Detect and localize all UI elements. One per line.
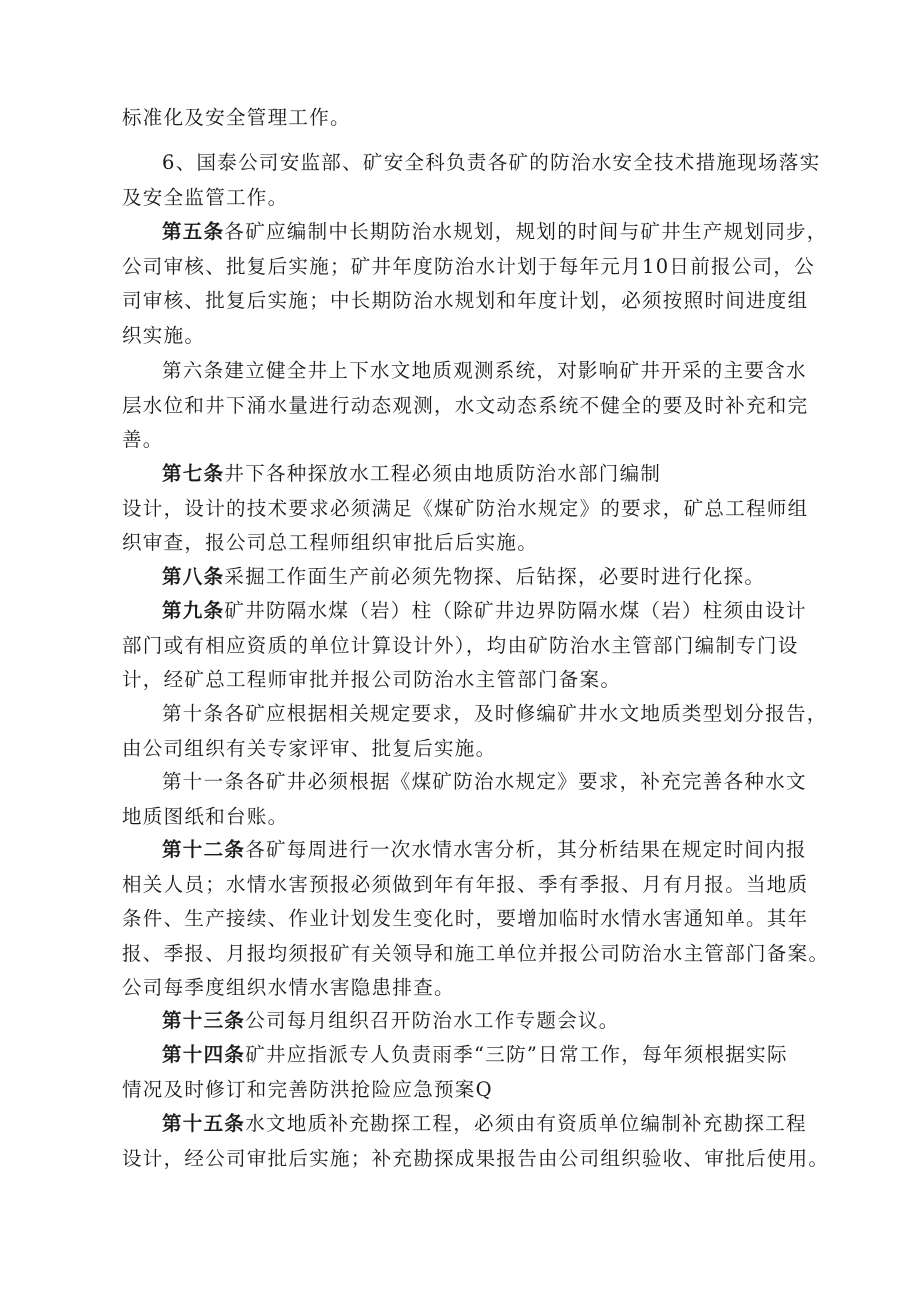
paragraph-item-6	[122, 146, 821, 215]
paragraph-article-14	[122, 1038, 802, 1107]
text-line: 公司审核、批复后实施；矿井年度防治水计划于每年元月10日前报公司，公	[122, 254, 816, 278]
text-line: 采掘工作面生产前必须先物探、后钻探，必要时进行化探。	[224, 565, 766, 588]
article-heading: 第九条	[162, 599, 225, 622]
text-line: 报、季报、月报均须报矿有关领导和施工单位并报公司防治水主管部门备案。	[122, 941, 830, 965]
paragraph-article-8	[122, 560, 802, 595]
text-line: 第十条各矿应根据相关规定要求，及时修编矿井水文地质类型划分报告，	[162, 702, 828, 725]
article-heading: 第七条	[162, 462, 225, 485]
text-line: 第六条建立健全井上下水文地质观测系统，对影响矿井开采的主要含水	[162, 359, 807, 382]
text-line: 设计，设计的技术要求必须满足《煤矿防治水规定》的要求，矿总工程师组	[122, 496, 809, 520]
article-heading: 第十二条	[162, 838, 246, 861]
text-line: 计，经矿总工程师审批并报公司防治水主管部门备案。	[122, 668, 622, 691]
text-line: 织实施。	[122, 323, 206, 347]
text-line: 公司每季度组织水情水害隐患排查。	[122, 976, 455, 999]
text-line: 水文地质补充勘探工程，必须由有资质单位编制补充勘探工程	[245, 1112, 807, 1135]
paragraph-article-9	[122, 594, 807, 698]
text-line: 条件、生产接续、作业计划发生变化时，要增加临时水情水害通知单。其年	[122, 907, 809, 930]
article-heading: 第十四条	[162, 1043, 246, 1066]
paragraph-article-11	[122, 765, 807, 834]
text-line: 井下各种探放水工程必须由地质防治水部门编制	[224, 462, 662, 485]
article-heading: 第十五条	[162, 1112, 246, 1135]
article-heading: 第五条	[162, 220, 225, 243]
paragraph-article-6	[122, 354, 809, 458]
text-line: 6、国泰公司安监部、矿安全科负责各矿的防治水安全技术措施现场落实	[162, 151, 821, 174]
article-heading: 第八条	[162, 565, 225, 588]
text-line: 善。	[122, 428, 164, 451]
text-line: 部门或有相应资质的单位计算设计外），均由矿防治水主管部门编制专门设	[122, 633, 799, 657]
article-heading: 第十三条	[162, 1009, 246, 1032]
text-line: 及安全监管工作。	[122, 185, 289, 209]
text-line: 标准化及安全管理工作。	[122, 106, 351, 129]
paragraph-intro	[122, 101, 802, 136]
text-line: 相关人员；水情水害预报必须做到年有年报、季有季报、月有月报。当地质	[122, 872, 809, 896]
text-line: 织审查，报公司总工程师组织审批后后实施。	[122, 531, 539, 554]
text-line: 各矿应编制中长期防治水规划，规划的时间与矿井生产规划同步，	[224, 220, 828, 243]
text-line: 矿井防隔水煤（岩）柱（除矿井边界防隔水煤（岩）柱须由设计	[224, 599, 807, 622]
text-line: 由公司组织有关专家评审、批复后实施。	[122, 736, 497, 760]
paragraph-article-15	[122, 1107, 830, 1176]
paragraph-article-13	[122, 1004, 802, 1039]
text-line: 地质图纸和台账。	[122, 804, 289, 828]
paragraph-article-12	[122, 833, 830, 1006]
paragraph-article-5	[122, 215, 828, 353]
text-line: 矿井应指派专人负责雨季“三防”日常工作，每年须根据实际	[245, 1043, 788, 1066]
paragraph-article-10	[122, 697, 828, 766]
text-line: 司审核、批复后实施；中长期防治水规划和年度计划，必须按照时间进度组	[122, 289, 809, 312]
text-line: 设计，经公司审批后实施；补充勘探成果报告由公司组织验收、审批后使用。	[122, 1146, 830, 1170]
paragraph-article-7	[122, 457, 809, 561]
text-line: 层水位和井下涌水量进行动态观测，水文动态系统不健全的要及时补充和完	[122, 393, 809, 417]
text-line: 公司每月组织召开防治水工作专题会议。	[245, 1009, 620, 1032]
text-line: 情况及时修订和完善防洪抢险应急预案Q	[122, 1077, 493, 1101]
text-line: 第十一条各矿井必须根据《煤矿防治水规定》要求，补充完善各种水文	[162, 770, 807, 793]
text-line: 各矿每周进行一次水情水害分析，其分析结果在规定时间内报	[245, 838, 807, 861]
